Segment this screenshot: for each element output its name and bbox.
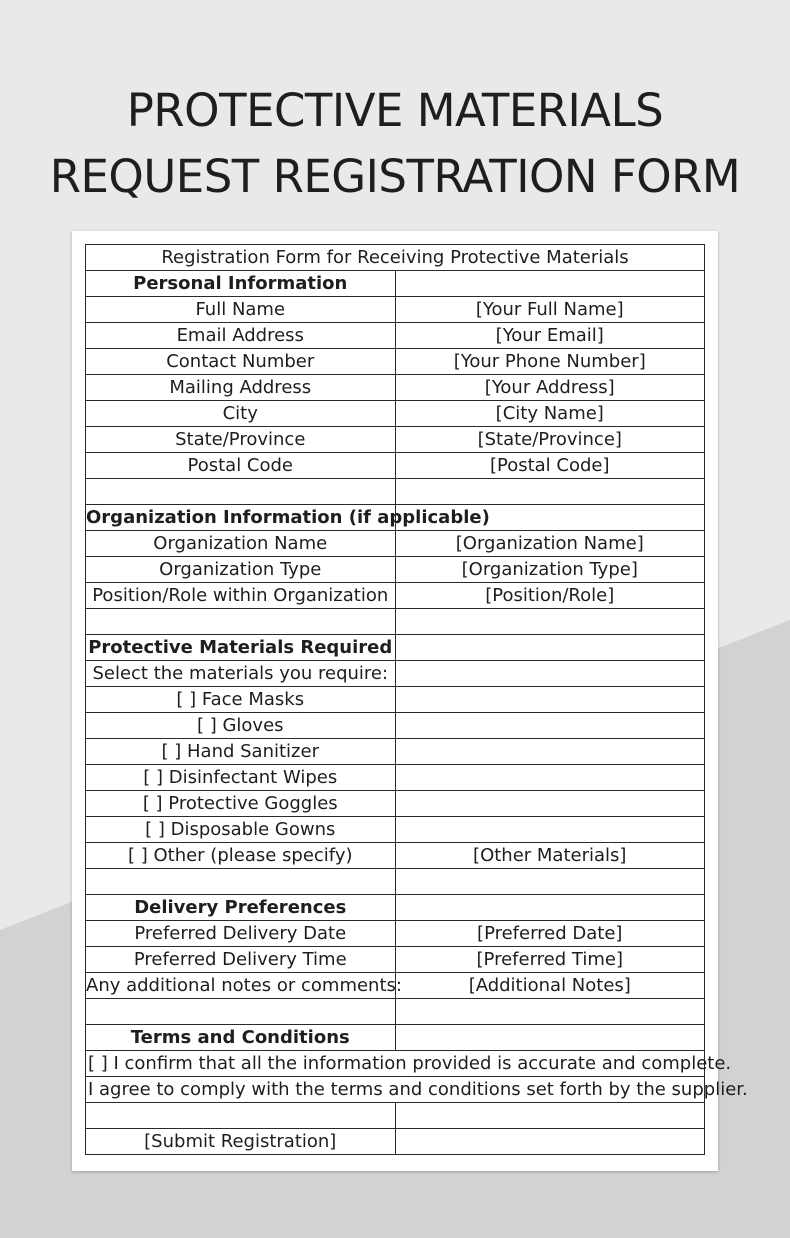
field-label: Email Address xyxy=(86,323,396,349)
preferred-date-field[interactable]: [Preferred Date] xyxy=(395,921,705,947)
field-label: Full Name xyxy=(86,297,396,323)
table-row xyxy=(86,1077,705,1103)
submit-registration-button[interactable]: [Submit Registration] xyxy=(86,1129,396,1155)
phone-field[interactable]: [Your Phone Number] xyxy=(395,349,705,375)
table-row xyxy=(86,921,705,947)
field-label: Postal Code xyxy=(86,453,396,479)
face-masks-checkbox[interactable]: [ ] Face Masks xyxy=(86,687,396,713)
table-row xyxy=(86,401,705,427)
empty-cell xyxy=(86,999,396,1025)
empty-cell xyxy=(395,895,705,921)
city-field[interactable]: [City Name] xyxy=(395,401,705,427)
postal-code-field[interactable]: [Postal Code] xyxy=(395,453,705,479)
confirm-accuracy-checkbox[interactable]: [ ] I confirm that all the information provided is accurate and complete. xyxy=(86,1051,705,1077)
state-field[interactable]: [State/Province] xyxy=(395,427,705,453)
empty-cell xyxy=(395,765,705,791)
organization-name-field[interactable]: [Organization Name] xyxy=(395,531,705,557)
field-label: Position/Role within Organization xyxy=(86,583,396,609)
empty-cell xyxy=(395,271,705,297)
other-materials-field[interactable]: [Other Materials] xyxy=(395,843,705,869)
empty-cell xyxy=(395,791,705,817)
field-label: Organization Type xyxy=(86,557,396,583)
empty-cell xyxy=(86,609,396,635)
field-label: Any additional notes or comments: xyxy=(86,973,396,999)
table-row xyxy=(86,583,705,609)
table-row xyxy=(86,453,705,479)
table-row xyxy=(86,1103,705,1129)
table-row xyxy=(86,557,705,583)
table-row xyxy=(86,999,705,1025)
section-heading-delivery: Delivery Preferences xyxy=(86,895,396,921)
empty-cell xyxy=(86,1103,396,1129)
page-title-line1: PROTECTIVE MATERIALS xyxy=(126,84,664,137)
empty-cell xyxy=(395,1129,705,1155)
field-label: City xyxy=(86,401,396,427)
disposable-gowns-checkbox[interactable]: [ ] Disposable Gowns xyxy=(86,817,396,843)
empty-cell xyxy=(395,479,705,505)
table-row xyxy=(86,661,705,687)
empty-cell xyxy=(395,713,705,739)
table-row xyxy=(86,1025,705,1051)
organization-type-field[interactable]: [Organization Type] xyxy=(395,557,705,583)
table-row xyxy=(86,349,705,375)
table-row xyxy=(86,869,705,895)
table-row xyxy=(86,817,705,843)
page-title xyxy=(0,78,790,210)
empty-cell xyxy=(86,869,396,895)
section-heading-terms: Terms and Conditions xyxy=(86,1025,396,1051)
email-field[interactable]: [Your Email] xyxy=(395,323,705,349)
empty-cell xyxy=(86,479,396,505)
empty-cell xyxy=(395,687,705,713)
table-row xyxy=(86,505,705,531)
section-heading-personal: Personal Information xyxy=(86,271,396,297)
table-row xyxy=(86,765,705,791)
hand-sanitizer-checkbox[interactable]: [ ] Hand Sanitizer xyxy=(86,739,396,765)
table-row xyxy=(86,1051,705,1077)
empty-cell xyxy=(395,739,705,765)
empty-cell xyxy=(395,817,705,843)
additional-notes-field[interactable]: [Additional Notes] xyxy=(395,973,705,999)
preferred-time-field[interactable]: [Preferred Time] xyxy=(395,947,705,973)
terms-agreement-text: I agree to comply with the terms and conditions set forth by the supplier. xyxy=(86,1077,705,1103)
materials-prompt: Select the materials you require: xyxy=(86,661,396,687)
full-name-field[interactable]: [Your Full Name] xyxy=(395,297,705,323)
table-row xyxy=(86,297,705,323)
table-row xyxy=(86,739,705,765)
field-label: Preferred Delivery Time xyxy=(86,947,396,973)
empty-cell xyxy=(395,661,705,687)
table-row xyxy=(86,973,705,999)
section-heading-organization: Organization Information (if applicable) xyxy=(86,505,396,531)
section-heading-materials: Protective Materials Required xyxy=(86,635,396,661)
empty-cell xyxy=(395,635,705,661)
table-row xyxy=(86,245,705,271)
field-label: Contact Number xyxy=(86,349,396,375)
protective-goggles-checkbox[interactable]: [ ] Protective Goggles xyxy=(86,791,396,817)
table-row xyxy=(86,427,705,453)
address-field[interactable]: [Your Address] xyxy=(395,375,705,401)
empty-cell xyxy=(395,869,705,895)
table-row xyxy=(86,947,705,973)
table-row xyxy=(86,791,705,817)
field-label: State/Province xyxy=(86,427,396,453)
table-row xyxy=(86,479,705,505)
table-row xyxy=(86,843,705,869)
field-label: Organization Name xyxy=(86,531,396,557)
table-row xyxy=(86,375,705,401)
table-row xyxy=(86,271,705,297)
table-row xyxy=(86,609,705,635)
table-row xyxy=(86,531,705,557)
registration-table xyxy=(85,244,748,1155)
empty-cell xyxy=(395,1025,705,1051)
empty-cell xyxy=(395,609,705,635)
table-row xyxy=(86,635,705,661)
form-heading: Registration Form for Receiving Protective Materials xyxy=(86,245,705,271)
empty-cell xyxy=(395,1103,705,1129)
field-label: Preferred Delivery Date xyxy=(86,921,396,947)
position-role-field[interactable]: [Position/Role] xyxy=(395,583,705,609)
gloves-checkbox[interactable]: [ ] Gloves xyxy=(86,713,396,739)
empty-cell xyxy=(395,999,705,1025)
form-sheet xyxy=(72,231,748,1171)
table-row xyxy=(86,1129,705,1155)
field-label: Mailing Address xyxy=(86,375,396,401)
table-row xyxy=(86,687,705,713)
table-row xyxy=(86,713,705,739)
table-row xyxy=(86,895,705,921)
page-title-line2: REQUEST REGISTRATION FORM xyxy=(49,150,741,203)
table-row xyxy=(86,323,705,349)
disinfectant-wipes-checkbox[interactable]: [ ] Disinfectant Wipes xyxy=(86,765,396,791)
other-materials-checkbox[interactable]: [ ] Other (please specify) xyxy=(86,843,396,869)
